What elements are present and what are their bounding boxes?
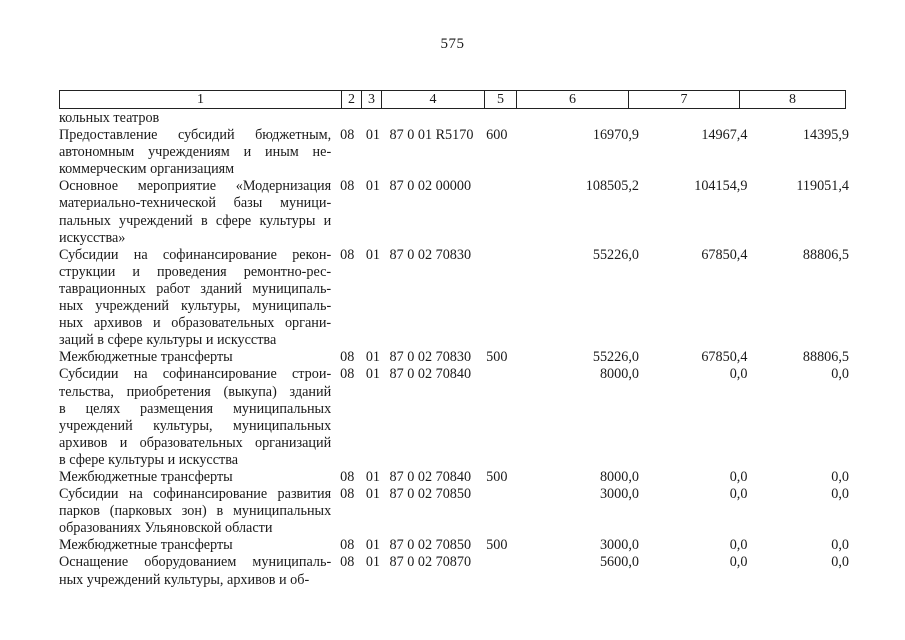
row-name bbox=[59, 178, 331, 246]
amount-col-6: 3000,0 bbox=[599, 486, 639, 503]
row-name-line: Межбюджетные трансферты bbox=[59, 537, 233, 554]
header-col-3: 3 bbox=[362, 91, 382, 109]
header-col-6: 6 bbox=[517, 91, 629, 109]
row-name-line: ных учреждений культуры, муниципаль- bbox=[59, 298, 332, 315]
subsection-code: 01 bbox=[365, 486, 380, 503]
section-code: 08 bbox=[340, 537, 355, 554]
row-name-line: автономным учреждениям и иным не- bbox=[59, 144, 332, 161]
header-col-7: 7 bbox=[629, 91, 740, 109]
row-name bbox=[59, 127, 331, 178]
row-name bbox=[59, 469, 331, 486]
amount-col-8: 0,0 bbox=[831, 554, 849, 571]
amount-col-6: 55226,0 bbox=[592, 349, 639, 366]
row-name-line: кольных театров bbox=[59, 110, 160, 126]
amount-col-8: 14395,9 bbox=[802, 127, 849, 144]
section-code: 08 bbox=[340, 178, 355, 195]
amount-col-8: 0,0 bbox=[831, 537, 849, 554]
amount-col-7: 0,0 bbox=[729, 486, 748, 503]
amount-col-8: 0,0 bbox=[831, 486, 849, 503]
expense-type-code: 500 bbox=[486, 349, 508, 366]
target-article-code: 87 0 02 70830 bbox=[389, 349, 472, 366]
subsection-code: 01 bbox=[365, 554, 380, 571]
target-article-code: 87 0 02 70840 bbox=[389, 468, 472, 485]
amount-col-7: 0,0 bbox=[729, 366, 748, 383]
subsection-code: 01 bbox=[365, 127, 380, 144]
subsection-code: 01 bbox=[365, 246, 380, 263]
amount-col-7: 104154,9 bbox=[694, 178, 748, 195]
target-article-code: 87 0 02 70850 bbox=[389, 486, 472, 503]
target-article-code: 87 0 02 70850 bbox=[389, 537, 472, 554]
amount-col-7: 14967,4 bbox=[701, 127, 748, 144]
table-row bbox=[59, 537, 849, 554]
row-name-line: таврационных работ зданий муниципаль- bbox=[59, 280, 332, 297]
amount-col-6: 55226,0 bbox=[592, 246, 639, 263]
amount-col-6: 8000,0 bbox=[599, 468, 639, 485]
row-name-line: образованиях Ульяновской области bbox=[59, 520, 273, 537]
target-article-code: 87 0 02 00000 bbox=[389, 178, 472, 195]
amount-col-7: 67850,4 bbox=[701, 349, 748, 366]
subsection-code: 01 bbox=[365, 349, 380, 366]
section-code: 08 bbox=[340, 127, 355, 144]
row-name-line: Субсидии на софинансирование развития bbox=[59, 486, 332, 503]
table-body bbox=[59, 110, 849, 589]
table-row bbox=[59, 469, 849, 486]
table-row bbox=[59, 349, 849, 366]
header-col-4: 4 bbox=[382, 91, 485, 109]
row-name-line: пальных учреждений в сфере культуры и bbox=[59, 212, 332, 229]
subsection-code: 01 bbox=[365, 178, 380, 195]
amount-col-8: 88806,5 bbox=[802, 246, 849, 263]
row-name-line: в целях размещения муниципальных bbox=[59, 400, 332, 417]
row-name bbox=[59, 554, 331, 588]
row-name-line: искусства» bbox=[59, 229, 126, 246]
amount-col-7: 0,0 bbox=[729, 468, 748, 485]
expense-type-code: 600 bbox=[486, 127, 508, 144]
amount-col-6: 108505,2 bbox=[585, 178, 639, 195]
row-name bbox=[59, 349, 331, 366]
amount-col-6: 16970,9 bbox=[592, 127, 639, 144]
expense-type-code: 500 bbox=[486, 537, 508, 554]
table-row bbox=[59, 127, 849, 178]
subsection-code: 01 bbox=[365, 537, 380, 554]
row-name-line: коммерческим организациям bbox=[59, 161, 235, 178]
table-row bbox=[59, 486, 849, 537]
table-header bbox=[59, 90, 846, 109]
row-name-line: заций в сфере культуры и искусства bbox=[59, 332, 277, 349]
table-row bbox=[59, 178, 849, 246]
amount-col-8: 119051,4 bbox=[796, 178, 849, 195]
row-name-line: архивов и образовательных организаций bbox=[59, 434, 332, 451]
row-name-line: тельства, приобретения (выкупа) зданий bbox=[59, 383, 332, 400]
section-code: 08 bbox=[340, 554, 355, 571]
row-name-line: ных учреждений культуры, архивов и об- bbox=[59, 571, 310, 588]
header-col-1: 1 bbox=[60, 91, 342, 109]
row-name-line: Основное мероприятие «Модернизация bbox=[59, 178, 332, 195]
target-article-code: 87 0 02 70830 bbox=[389, 246, 472, 263]
section-code: 08 bbox=[340, 486, 355, 503]
subsection-code: 01 bbox=[365, 468, 380, 485]
subsection-code: 01 bbox=[365, 366, 380, 383]
header-col-2: 2 bbox=[342, 91, 362, 109]
row-name-line: струкции и проведения ремонтно-рес- bbox=[59, 263, 332, 280]
header-col-8: 8 bbox=[740, 91, 846, 109]
target-article-code: 87 0 02 70840 bbox=[389, 366, 472, 383]
row-name-line: Межбюджетные трансферты bbox=[59, 468, 233, 485]
section-code: 08 bbox=[340, 246, 355, 263]
section-code: 08 bbox=[340, 468, 355, 485]
amount-col-7: 67850,4 bbox=[701, 246, 748, 263]
amount-col-7: 0,0 bbox=[729, 554, 748, 571]
row-name-line: в сфере культуры и искусства bbox=[59, 451, 239, 468]
row-name-line: парков (парковых зон) в муниципальных bbox=[59, 503, 332, 520]
section-code: 08 bbox=[340, 366, 355, 383]
amount-col-6: 3000,0 bbox=[599, 537, 639, 554]
table-row bbox=[59, 554, 849, 588]
row-name-line: Субсидии на софинансирование рекон- bbox=[59, 246, 332, 263]
row-name-line: учреждений культуры, муниципальных bbox=[59, 417, 332, 434]
table-row bbox=[59, 366, 849, 469]
table-row bbox=[59, 247, 849, 350]
row-name-line: Субсидии на софинансирование строи- bbox=[59, 366, 332, 383]
row-name-line: Предоставление субсидий бюджетным, bbox=[59, 127, 332, 144]
row-name bbox=[59, 537, 331, 554]
amount-col-8: 0,0 bbox=[831, 366, 849, 383]
amount-col-6: 8000,0 bbox=[599, 366, 639, 383]
section-code: 08 bbox=[340, 349, 355, 366]
amount-col-8: 0,0 bbox=[831, 468, 849, 485]
row-name-line: Межбюджетные трансферты bbox=[59, 349, 233, 366]
row-name bbox=[59, 110, 331, 127]
expense-type-code: 500 bbox=[486, 468, 508, 485]
target-article-code: 87 0 01 R5170 bbox=[389, 127, 474, 144]
row-name bbox=[59, 366, 331, 469]
amount-col-7: 0,0 bbox=[729, 537, 748, 554]
row-name-line: материально-технической базы муници- bbox=[59, 195, 332, 212]
target-article-code: 87 0 02 70870 bbox=[389, 554, 472, 571]
amount-col-6: 5600,0 bbox=[599, 554, 639, 571]
row-name-line: ных архивов и образовательных органи- bbox=[59, 315, 332, 332]
table-row bbox=[59, 110, 849, 127]
page-number: 575 bbox=[440, 36, 465, 52]
row-name-line: Оснащение оборудованием муниципаль- bbox=[59, 554, 332, 571]
row-name bbox=[59, 247, 331, 350]
row-name bbox=[59, 486, 331, 537]
header-col-5: 5 bbox=[485, 91, 517, 109]
amount-col-8: 88806,5 bbox=[802, 349, 849, 366]
